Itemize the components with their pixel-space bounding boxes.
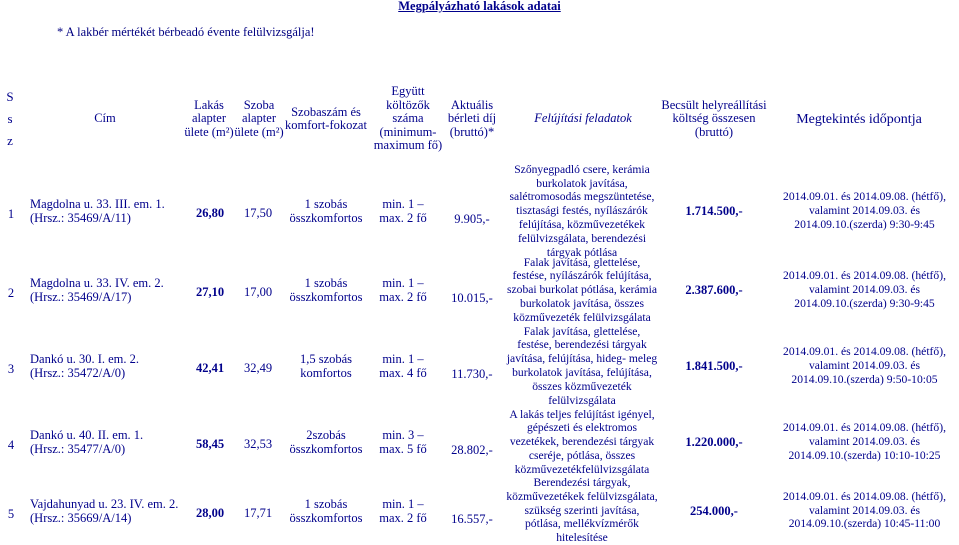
cell-koltozok	[366, 167, 440, 255]
table-row	[0, 255, 959, 325]
megtekintes-line: valamint 2014.09.03. és	[808, 204, 921, 218]
dij-value: 9.905,-	[454, 212, 490, 226]
koltseg-value: 1.841.500,-	[685, 359, 743, 373]
koltozok-line: min. 1 –	[382, 496, 424, 511]
cell-address	[30, 167, 190, 255]
komfort-line: összkomfortos	[289, 211, 363, 225]
feladatok-line: javítása, felújítása, hideg- meleg	[506, 352, 658, 366]
cell-num	[0, 325, 22, 407]
feladatok-line: pótlása, mellékvízmérők	[525, 517, 639, 531]
megtekintes-line: valamint 2014.09.03. és	[808, 359, 921, 373]
rent-note: * A lakbér mértékét bérbeadó évente felülvizsgálja!	[57, 25, 315, 39]
cell-dij	[440, 325, 504, 407]
address-line: Vajdahunyad u. 23. IV. em. 2.	[30, 496, 179, 511]
megtekintes-line: 2014.09.10.(szerda) 9:30-9:45	[794, 296, 935, 310]
cell-dij	[440, 477, 504, 544]
cell-dij	[440, 167, 504, 255]
cell-lakas	[190, 255, 230, 325]
szoba-value: 32,53	[243, 437, 273, 451]
cell-szoba	[238, 325, 278, 407]
cell-koltseg	[664, 477, 764, 544]
feladatok-line: Falak javítása, glettelése,	[523, 255, 641, 269]
feladatok-line: vezetékek, berendezési tárgyak	[509, 435, 655, 449]
megtekintes-line: 2014.09.10.(szerda) 10:45-11:00	[788, 517, 941, 531]
cell-address	[30, 325, 190, 407]
feladatok-line: Szőnyegpadló csere, kerámia	[514, 162, 650, 176]
cell-komfort	[284, 477, 368, 544]
num-value: 3	[7, 362, 15, 376]
feladatok-line: összes közművezeték	[532, 379, 632, 393]
feladatok-line: salétromosodás megszüntetése,	[509, 190, 655, 204]
komfort-line: 2szobás	[306, 428, 346, 442]
cell-feladatok	[506, 162, 658, 259]
cell-address	[30, 477, 190, 544]
koltozok-line: max. 5 fő	[379, 442, 427, 456]
feladatok-line: festése, berendezési tárgyak	[517, 338, 647, 352]
feladatok-line: A lakás teljes felújítást igényel,	[509, 407, 655, 421]
dij-value: 11.730,-	[451, 367, 493, 381]
feladatok-line: közművezetékfelülvizsgálata	[514, 462, 650, 476]
koltozok-line: max. 2 fő	[379, 211, 427, 225]
lakas-value: 58,45	[195, 437, 225, 451]
cell-num	[0, 407, 22, 477]
cell-komfort	[284, 255, 368, 325]
cell-koltseg	[664, 167, 764, 255]
megtekintes-line: 2014.09.01. és 2014.09.08. (hétfő),	[783, 269, 946, 283]
header-koltozok: Együtt költözők száma (minimum-maximum fő)	[373, 84, 443, 153]
feladatok-line: burkolatok javítása,	[536, 176, 628, 190]
cell-feladatok	[506, 325, 658, 407]
koltozok-line: min. 1 –	[382, 197, 424, 211]
feladatok-line: felújítása, közművezetékek	[518, 217, 646, 231]
cell-komfort	[284, 325, 368, 407]
koltozok-line: max. 2 fő	[379, 510, 427, 525]
cell-lakas	[190, 407, 230, 477]
address-line: Magdolna u. 33. III. em. 1.	[30, 197, 165, 211]
lakas-value: 27,10	[195, 285, 225, 299]
cell-koltseg	[664, 325, 764, 407]
address-line: Dankó u. 30. I. em. 2.	[30, 352, 140, 366]
table-row	[0, 477, 959, 544]
koltozok-line: max. 2 fő	[379, 290, 427, 304]
koltozok-line: min. 1 –	[382, 352, 424, 366]
feladatok-line: burkolatok javítása, felújítása,	[512, 366, 652, 379]
feladatok-line: közművezeték felülvizsgálata	[513, 310, 651, 324]
cell-koltozok	[366, 407, 440, 477]
megtekintes-line: valamint 2014.09.03. és	[808, 283, 921, 297]
komfort-line: összkomfortos	[289, 442, 363, 456]
table-row	[0, 325, 959, 407]
address-line: (Hrsz.: 35472/A/0)	[30, 366, 126, 380]
cell-koltseg	[664, 255, 764, 325]
cell-megtekintes	[770, 325, 959, 407]
table-row	[0, 162, 959, 259]
header-berleti-dij: Aktuális bérleti díj (bruttó)*	[447, 97, 497, 139]
cell-komfort	[284, 407, 368, 477]
feladatok-line: festése, nyílászárók felújítása,	[512, 269, 652, 283]
header-felujitasi-feladatok: Felújítási feladatok	[534, 111, 632, 126]
feladatok-line: szobai burkolat pótlása, kerámia	[506, 283, 658, 297]
koltseg-value: 2.387.600,-	[685, 283, 743, 297]
address-line: Dankó u. 40. II. em. 1.	[30, 428, 144, 442]
feladatok-line: Falak javítása, glettelése,	[523, 324, 641, 338]
megtekintes-line: valamint 2014.09.03. és	[808, 503, 921, 517]
megtekintes-line: valamint 2014.09.03. és	[808, 435, 921, 449]
cell-lakas	[190, 477, 230, 544]
cell-szoba	[238, 255, 278, 325]
cell-feladatok	[506, 407, 658, 477]
megtekintes-line: 2014.09.10.(szerda) 9:30-9:45	[794, 217, 935, 231]
koltozok-line: min. 3 –	[382, 428, 424, 442]
cell-address	[30, 407, 190, 477]
cell-dij	[440, 255, 504, 325]
megtekintes-line: 2014.09.01. és 2014.09.08. (hétfő),	[783, 190, 946, 204]
cell-szoba	[238, 477, 278, 544]
header-sorszam: S s z	[6, 89, 14, 148]
komfort-line: 1 szobás	[304, 496, 348, 511]
lakas-value: 42,41	[195, 361, 225, 375]
address-line: Magdolna u. 33. IV. em. 2.	[30, 276, 164, 290]
cell-komfort	[284, 167, 368, 255]
megtekintes-line: 2014.09.10.(szerda) 10:10-10:25	[788, 448, 941, 462]
szoba-value: 17,71	[243, 505, 273, 520]
header-koltseg: Becsült helyreállítási költség összesen (bruttó)	[661, 97, 767, 139]
koltozok-line: min. 1 –	[382, 276, 424, 290]
feladatok-line: burkolatok javítása, összes	[520, 296, 644, 310]
feladatok-line: felülvizsgálata, berendezési	[517, 231, 647, 245]
cell-szoba	[238, 407, 278, 477]
address-line: (Hrsz.: 35469/A/17)	[30, 290, 132, 304]
feladatok-line: hitelesítése	[556, 531, 608, 545]
cell-dij	[440, 407, 504, 477]
koltozok-line: max. 4 fő	[379, 366, 427, 380]
megtekintes-line: 2014.09.01. és 2014.09.08. (hétfő),	[783, 345, 946, 359]
lakas-value: 28,00	[195, 505, 225, 520]
cell-lakas	[190, 167, 230, 255]
address-line: (Hrsz.: 35477/A/0)	[30, 442, 126, 456]
header-cim: Cím	[94, 111, 116, 126]
cell-megtekintes	[770, 477, 959, 544]
table-row	[0, 407, 959, 477]
cell-koltozok	[366, 477, 440, 544]
komfort-line: 1,5 szobás	[299, 352, 353, 366]
cell-megtekintes	[770, 167, 959, 255]
komfort-line: 1 szobás	[304, 276, 348, 290]
szoba-value: 17,00	[243, 285, 273, 299]
cell-num	[0, 167, 22, 255]
dij-value: 16.557,-	[451, 511, 493, 526]
cell-num	[0, 255, 22, 325]
num-value: 2	[7, 286, 15, 300]
szoba-value: 32,49	[243, 361, 273, 375]
cell-koltozok	[366, 255, 440, 325]
num-value: 1	[7, 207, 15, 221]
megtekintes-line: 2014.09.01. és 2014.09.08. (hétfő),	[783, 489, 946, 503]
address-line: (Hrsz.: 35669/A/14)	[30, 510, 132, 525]
dij-value: 10.015,-	[451, 291, 493, 305]
feladatok-line: közművezetékek felülvizsgálata,	[506, 489, 658, 503]
feladatok-line: tárgyak pótlása	[546, 245, 618, 259]
koltseg-value: 254.000,-	[690, 503, 738, 518]
cell-feladatok	[506, 255, 658, 325]
dij-value: 28.802,-	[451, 443, 493, 457]
page-title: Megpályázható lakások adatai	[398, 0, 561, 13]
komfort-line: komfortos	[300, 366, 352, 380]
szoba-value: 17,50	[243, 206, 273, 220]
header-lakas-alapterulet: Lakás alapter ülete (m²)	[184, 97, 234, 139]
komfort-line: 1 szobás	[304, 197, 348, 211]
cell-koltseg	[664, 407, 764, 477]
koltseg-value: 1.714.500,-	[685, 204, 743, 218]
cell-megtekintes	[770, 407, 959, 477]
address-line: (Hrsz.: 35469/A/11)	[30, 211, 131, 225]
cell-lakas	[190, 325, 230, 407]
cell-num	[0, 477, 22, 544]
feladatok-line: gépészeti és elektromos	[526, 421, 638, 435]
cell-address	[30, 255, 190, 325]
megtekintes-line: 2014.09.01. és 2014.09.08. (hétfő),	[783, 421, 946, 435]
header-szobaszam: Szobaszám és komfort-fokozat	[285, 104, 367, 132]
feladatok-line: Berendezési tárgyak,	[533, 476, 631, 490]
cell-koltozok	[366, 325, 440, 407]
cell-megtekintes	[770, 255, 959, 325]
header-megtekintes: Megtekintés időpontja	[796, 111, 922, 127]
feladatok-line: felülvizsgálata	[548, 393, 616, 407]
komfort-line: összkomfortos	[289, 290, 363, 304]
lakas-value: 26,80	[195, 206, 225, 220]
num-value: 4	[7, 438, 15, 452]
num-value: 5	[7, 506, 15, 521]
header-szoba-alapterulet: Szoba alapter ülete (m²)	[234, 97, 284, 139]
cell-feladatok	[506, 477, 658, 544]
feladatok-line: tisztasági festés, nyílászárók	[516, 204, 648, 218]
cell-szoba	[238, 167, 278, 255]
feladatok-line: cseréje, pótlása, összes	[528, 448, 636, 462]
komfort-line: összkomfortos	[289, 510, 363, 525]
koltseg-value: 1.220.000,-	[685, 435, 743, 449]
megtekintes-line: 2014.09.10.(szerda) 9:50-10:05	[791, 372, 938, 386]
feladatok-line: szükség szerinti javítása,	[524, 503, 640, 517]
